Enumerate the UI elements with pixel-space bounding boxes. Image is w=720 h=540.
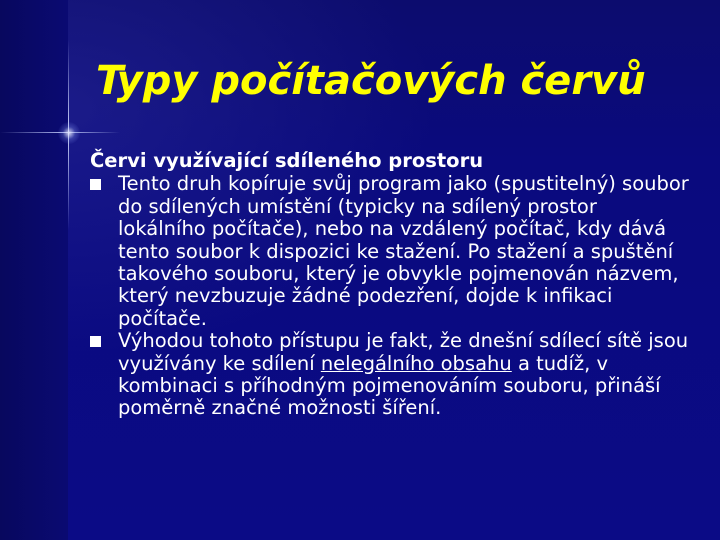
- underlined-text: nelegálního obsahu: [320, 351, 512, 375]
- square-bullet-icon: [90, 336, 101, 347]
- bullet-item: [90, 173, 690, 330]
- bullet-text-part: Výhodou tohoto přístupu je fakt, že dnešní sdílecí sítě jsou využívány ke sdílení: [118, 329, 689, 375]
- slide-title: Typy počítačových červů: [96, 58, 646, 104]
- square-bullet-icon: [90, 179, 101, 190]
- bullet-text: [118, 330, 690, 420]
- left-decorative-strip: [0, 0, 68, 540]
- subheading: Červi využívající sdíleného prostoru: [90, 149, 484, 172]
- bullet-text: Tento druh kopíruje svůj program jako (spustitelný) soubor do sdílených umístění (typicky na sdílený prostor lokálního počítače), nebo na vzdálený počítač, kdy dává tento soubor k dispozici ke stažení. Po stažení a spuštění takového souboru, který je obvykle pojmenován názvem, který nevzbuzuje žádné podezření, dojde k infikaci počítače.: [118, 172, 689, 330]
- star-glow-icon: [58, 122, 80, 144]
- bullet-item: [90, 330, 690, 420]
- bullet-text-part: a tudíž, v kombinaci s příhodným pojmenováním souboru, přináší poměrně značné možnosti šíření.: [118, 351, 661, 420]
- slide-content: [90, 150, 690, 420]
